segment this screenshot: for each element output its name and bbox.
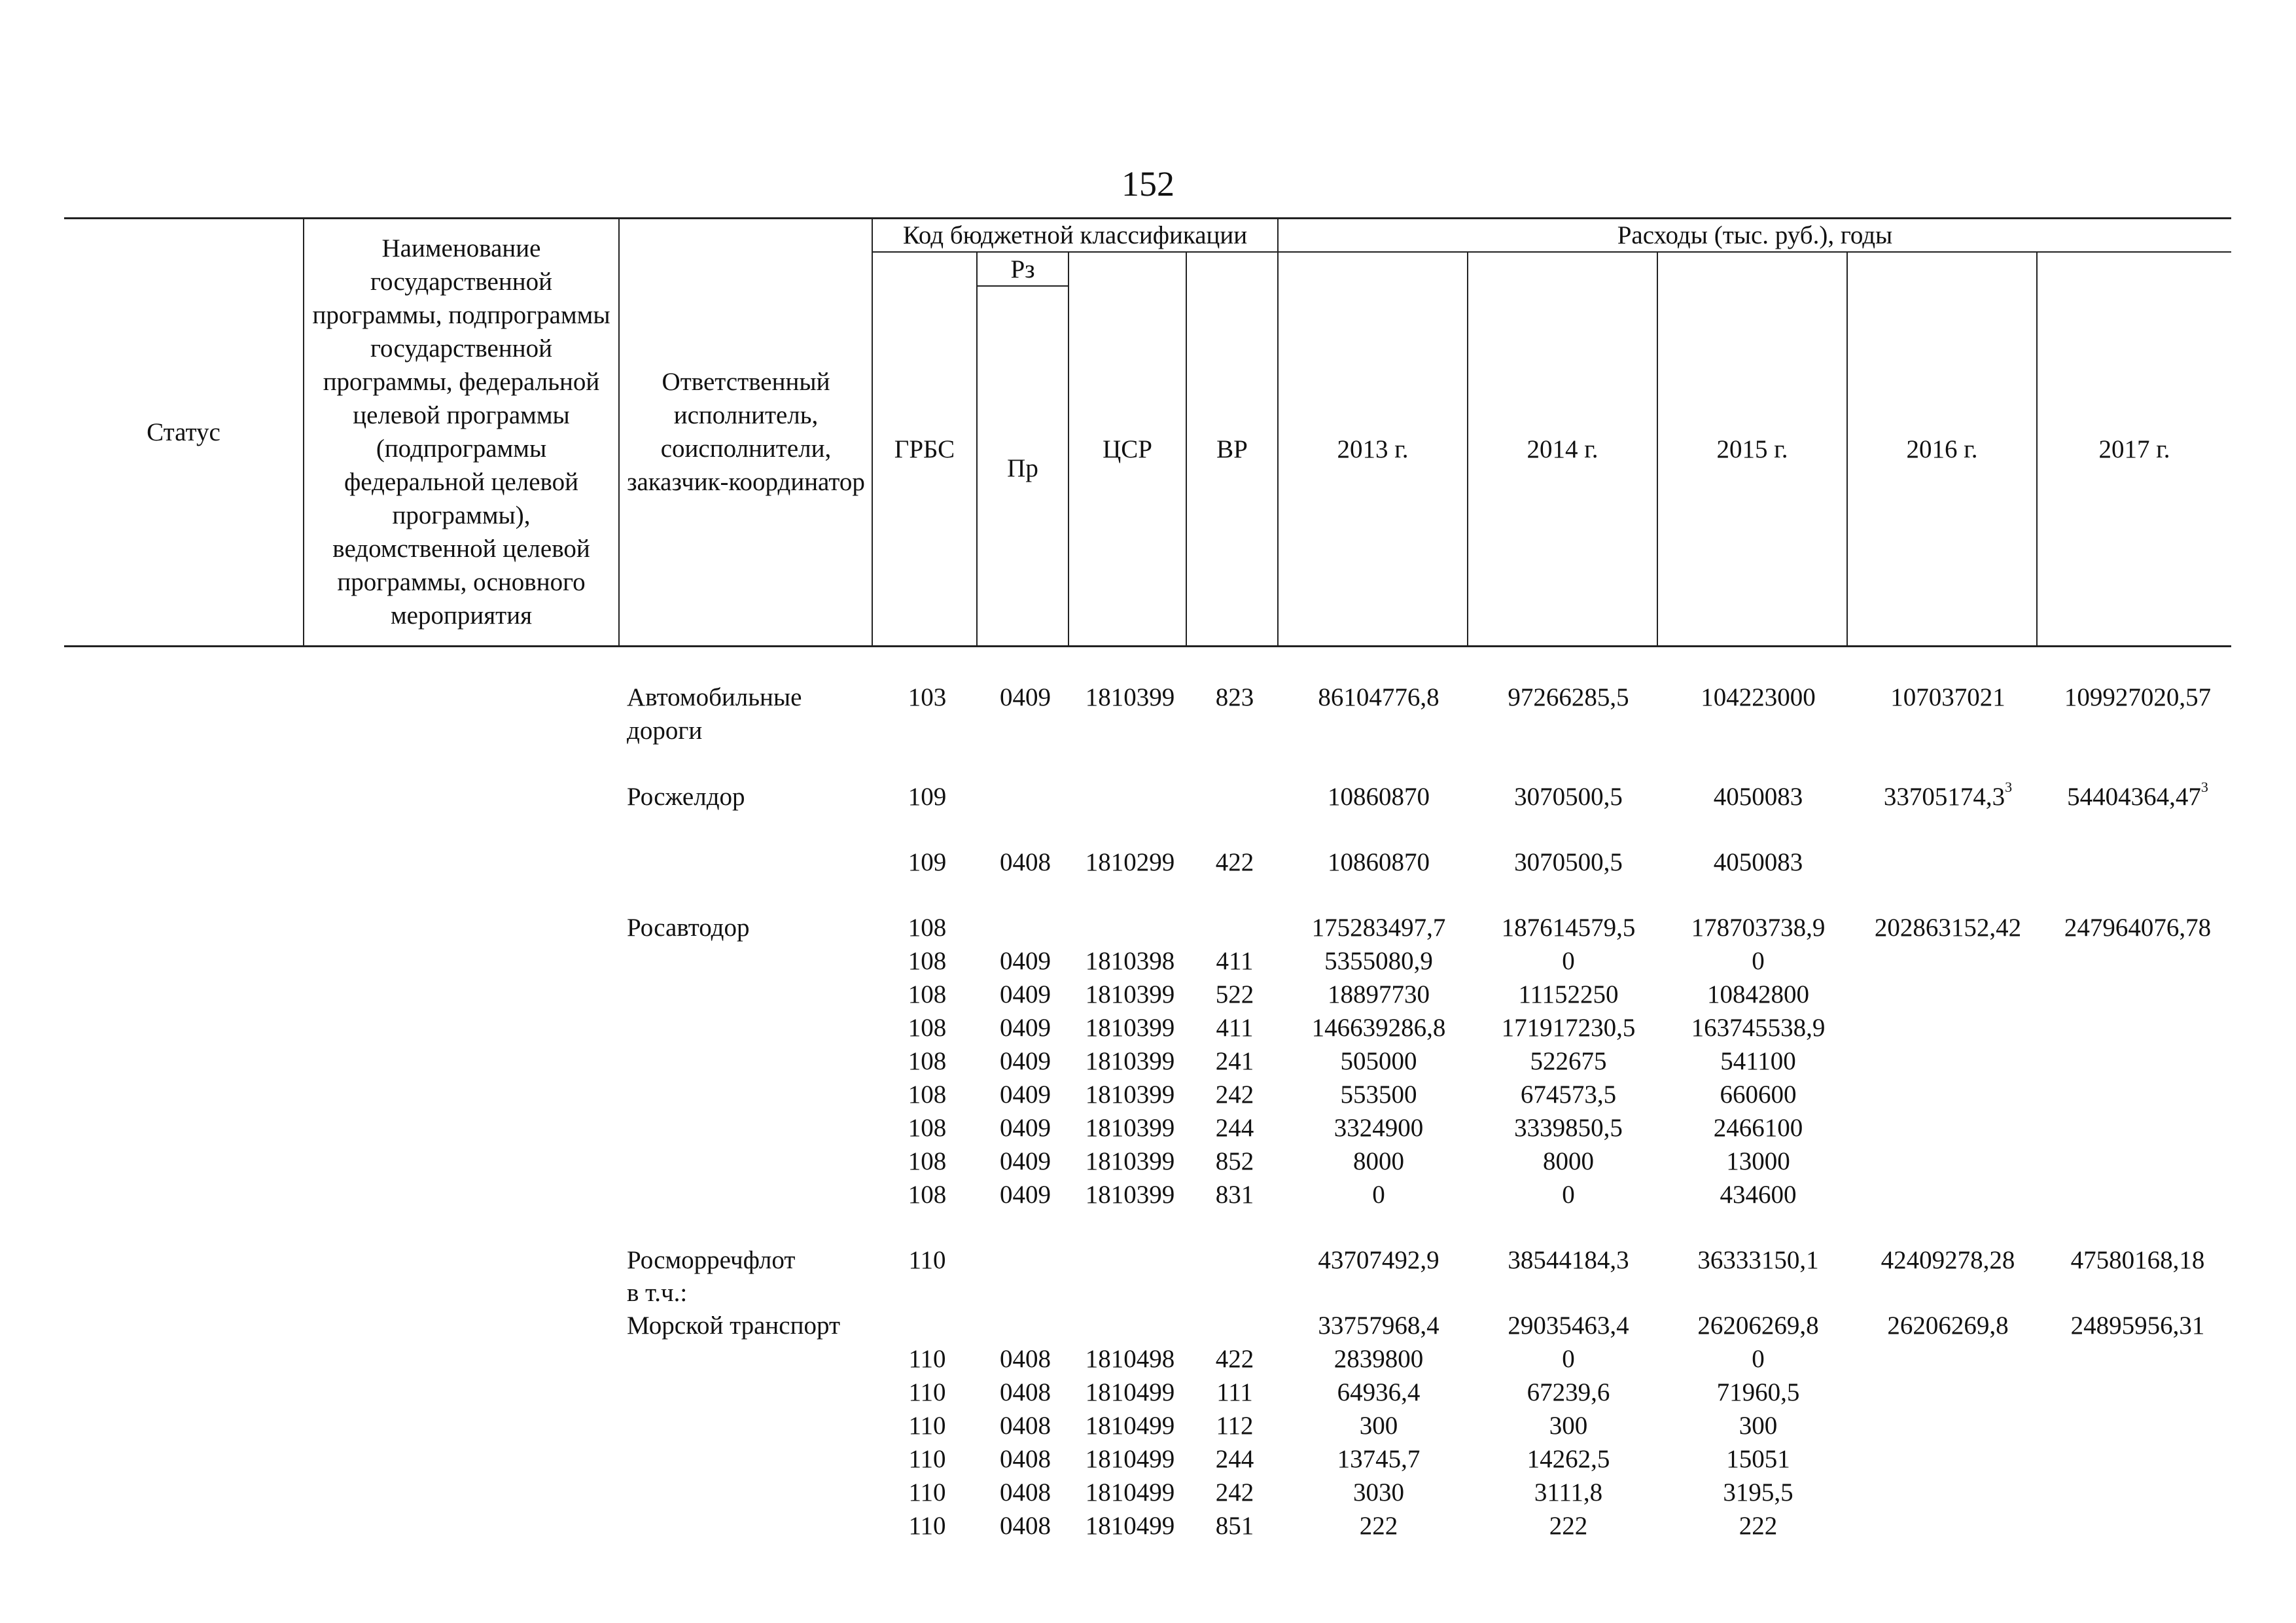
row-csr: 1810399	[1085, 683, 1175, 711]
table-row	[0, 1011, 2296, 1044]
header-year-2017: 2017 г.	[2098, 435, 2170, 463]
row-2013: 10860870	[1328, 783, 1430, 811]
row-csr: 1810299	[1085, 848, 1175, 876]
row-name: Росморречфлот	[627, 1246, 796, 1274]
row-2014: 300	[1549, 1412, 1588, 1440]
table-row	[0, 681, 2296, 714]
row-name: Автомобильные	[627, 683, 802, 711]
header-program-name: Наименование государственной программы, подпрограммы государственной программы, федеральной целевой программы (подпрограммы федеральной целевой программы), ведомственной целевой программы, основного мероприятия	[312, 234, 610, 630]
row-vr: 422	[1215, 848, 1254, 876]
table-row	[0, 1476, 2296, 1509]
table-row	[0, 846, 2296, 879]
row-2013: 43707492,9	[1318, 1246, 1439, 1274]
row-vr: 851	[1215, 1512, 1254, 1540]
row-2013: 146639286,8	[1311, 1014, 1446, 1042]
row-2016: 42409278,28	[1881, 1246, 2015, 1274]
row-2016: 107037021	[1890, 683, 2005, 711]
row-2014: 3111,8	[1534, 1478, 1603, 1507]
table-row	[0, 1078, 2296, 1111]
row-2015: 13000	[1726, 1147, 1790, 1175]
row-rzpr: 0409	[1000, 1080, 1051, 1109]
table-row	[0, 1509, 2296, 1543]
header-vr: ВР	[1216, 435, 1248, 463]
row-csr: 1810399	[1085, 1114, 1175, 1142]
row-2013: 5355080,9	[1324, 947, 1433, 975]
row-grbs: 108	[908, 1047, 947, 1075]
row-grbs: 108	[908, 1114, 947, 1142]
header-year-2016: 2016 г.	[1906, 435, 1978, 463]
row-2015: 300	[1739, 1412, 1778, 1440]
header-year-2014: 2014 г.	[1527, 435, 1598, 463]
row-grbs: 103	[908, 683, 947, 711]
row-2015: 163745538,9	[1691, 1014, 1826, 1042]
row-vr: 244	[1215, 1114, 1254, 1142]
header-executor: Ответственный исполнитель, соисполнители, заказчик-координатор	[627, 368, 865, 496]
footnote-mark: 3	[2200, 779, 2208, 795]
row-2014: 171917230,5	[1501, 1014, 1636, 1042]
row-2013: 3324900	[1333, 1114, 1424, 1142]
row-2015: 222	[1739, 1512, 1778, 1540]
row-rzpr: 0408	[1000, 1445, 1051, 1473]
row-name: Росавтодор	[627, 914, 750, 942]
row-2015: 4050083	[1713, 783, 1803, 811]
row-vr: 111	[1216, 1378, 1253, 1406]
row-grbs: 108	[908, 947, 947, 975]
row-2015: 26206269,8	[1697, 1311, 1819, 1340]
header-year-2015: 2015 г.	[1716, 435, 1788, 463]
row-2016-value: 33705174,3	[1883, 783, 2005, 811]
table-row	[0, 1145, 2296, 1178]
table-row	[0, 978, 2296, 1011]
row-vr: 112	[1216, 1412, 1254, 1440]
row-vr: 411	[1216, 1014, 1254, 1042]
page-number: 152	[1122, 164, 1174, 204]
table-row	[0, 1442, 2296, 1476]
row-name: Росжелдор	[627, 783, 745, 811]
row-rzpr: 0409	[1000, 947, 1051, 975]
row-2013: 8000	[1353, 1147, 1404, 1175]
row-csr: 1810499	[1085, 1445, 1175, 1473]
row-2015: 178703738,9	[1691, 914, 1826, 942]
header-year-2013: 2013 г.	[1337, 435, 1409, 463]
row-2014: 187614579,5	[1501, 914, 1636, 942]
row-grbs: 108	[908, 1080, 947, 1109]
row-rzpr: 0408	[1000, 1378, 1051, 1406]
row-vr: 831	[1215, 1181, 1254, 1209]
row-csr: 1810499	[1085, 1478, 1175, 1507]
row-2013: 64936,4	[1337, 1378, 1421, 1406]
row-csr: 1810499	[1085, 1512, 1175, 1540]
row-rzpr: 0409	[1000, 980, 1051, 1008]
row-csr: 1810399	[1085, 1181, 1175, 1209]
row-2014: 14262,5	[1527, 1445, 1610, 1473]
table-row	[0, 1276, 2296, 1310]
row-2013: 0	[1372, 1181, 1385, 1209]
row-2014: 674573,5	[1520, 1080, 1617, 1109]
row-2014: 0	[1562, 1181, 1575, 1209]
row-vr: 242	[1215, 1478, 1254, 1507]
row-grbs: 110	[908, 1412, 946, 1440]
row-csr: 1810499	[1085, 1412, 1175, 1440]
row-2015: 36333150,1	[1697, 1246, 1819, 1274]
row-2015: 3195,5	[1723, 1478, 1793, 1507]
row-2015: 15051	[1726, 1445, 1790, 1473]
row-2013: 18897730	[1328, 980, 1430, 1008]
row-vr: 411	[1216, 947, 1254, 975]
footnote-mark: 3	[2005, 779, 2013, 795]
row-2014: 3070500,5	[1514, 848, 1623, 876]
row-grbs: 108	[908, 1014, 947, 1042]
row-2015: 71960,5	[1716, 1378, 1800, 1406]
row-rzpr: 0408	[1000, 1345, 1051, 1373]
row-vr: 823	[1215, 683, 1254, 711]
row-name: в т.ч.:	[627, 1279, 688, 1307]
row-vr: 852	[1215, 1147, 1254, 1175]
row-rzpr: 0408	[1000, 1512, 1051, 1540]
row-2013: 33757968,4	[1318, 1311, 1439, 1340]
table-row	[0, 911, 2296, 944]
row-2017: 247964076,78	[2064, 914, 2212, 942]
row-2014: 8000	[1543, 1147, 1594, 1175]
row-2013: 300	[1359, 1412, 1398, 1440]
row-grbs: 110	[908, 1246, 946, 1274]
row-csr: 1810498	[1085, 1345, 1175, 1373]
row-2014: 522675	[1530, 1047, 1607, 1075]
row-grbs: 108	[908, 980, 947, 1008]
row-2017: 47580168,18	[2070, 1246, 2205, 1274]
table-row	[0, 1376, 2296, 1409]
header-budget-code: Код бюджетной классификации	[902, 221, 1248, 249]
row-csr: 1810399	[1085, 980, 1175, 1008]
row-2014: 67239,6	[1527, 1378, 1610, 1406]
row-grbs: 108	[908, 1181, 947, 1209]
row-2014: 222	[1549, 1512, 1588, 1540]
row-2015: 660600	[1720, 1080, 1797, 1109]
row-2016: 202863152,42	[1874, 914, 2022, 942]
row-2013: 3030	[1353, 1478, 1404, 1507]
row-rzpr: 0409	[1000, 1047, 1051, 1075]
row-vr: 422	[1215, 1345, 1254, 1373]
header-grbs: ГРБС	[894, 435, 955, 463]
row-vr: 522	[1215, 980, 1254, 1008]
row-rzpr: 0409	[1000, 1114, 1051, 1142]
table-row	[0, 1178, 2296, 1211]
header-pr: Пр	[1007, 454, 1038, 482]
row-2013: 505000	[1340, 1047, 1417, 1075]
row-2014: 97266285,5	[1508, 683, 1629, 711]
row-rzpr: 0409	[1000, 1181, 1051, 1209]
row-2015: 4050083	[1713, 848, 1803, 876]
header-expenses: Расходы (тыс. руб.), годы	[1617, 221, 1893, 249]
row-grbs: 108	[908, 1147, 947, 1175]
table-row	[0, 1243, 2296, 1277]
row-2015: 10842800	[1707, 980, 1809, 1008]
row-2014: 29035463,4	[1508, 1311, 1629, 1340]
row-grbs: 110	[908, 1345, 946, 1373]
header-divider	[303, 217, 304, 647]
row-2014: 11152250	[1518, 980, 1619, 1008]
row-2014: 3070500,5	[1514, 783, 1623, 811]
row-name: дороги	[627, 717, 703, 745]
header-csr: ЦСР	[1103, 435, 1152, 463]
table-row	[0, 780, 2296, 813]
row-2017-value: 54404364,47	[2067, 783, 2201, 811]
row-2013: 86104776,8	[1318, 683, 1439, 711]
header-divider	[618, 217, 620, 647]
row-csr: 1810399	[1085, 1080, 1175, 1109]
header-status: Статус	[147, 418, 221, 446]
table-row	[0, 1309, 2296, 1342]
row-2013: 10860870	[1328, 848, 1430, 876]
row-2013: 553500	[1340, 1080, 1417, 1109]
row-vr: 244	[1215, 1445, 1254, 1473]
row-rzpr: 0409	[1000, 1014, 1051, 1042]
row-2015: 541100	[1720, 1047, 1796, 1075]
row-2015: 434600	[1720, 1181, 1797, 1209]
header-bottom-rule	[64, 645, 2231, 647]
row-2017: 109927020,57	[2064, 683, 2212, 711]
row-2015: 2466100	[1713, 1114, 1803, 1142]
row-2013: 175283497,7	[1311, 914, 1446, 942]
row-2013: 2839800	[1333, 1345, 1424, 1373]
row-2014: 3339850,5	[1514, 1114, 1623, 1142]
row-2016	[1853, 780, 2043, 813]
row-2015: 0	[1752, 1345, 1765, 1373]
row-rzpr: 0409	[1000, 1147, 1051, 1175]
row-rzpr: 0409	[1000, 683, 1051, 711]
table-row	[0, 1342, 2296, 1376]
row-grbs: 110	[908, 1445, 946, 1473]
row-grbs: 109	[908, 848, 947, 876]
table-row	[0, 1044, 2296, 1078]
table-row	[0, 714, 2296, 747]
row-vr: 242	[1215, 1080, 1254, 1109]
row-csr: 1810398	[1085, 947, 1175, 975]
row-csr: 1810399	[1085, 1047, 1175, 1075]
row-rzpr: 0408	[1000, 848, 1051, 876]
table-row	[0, 944, 2296, 978]
row-2017: 24895956,31	[2070, 1311, 2205, 1340]
row-csr: 1810399	[1085, 1014, 1175, 1042]
row-grbs: 110	[908, 1512, 946, 1540]
row-grbs: 110	[908, 1378, 946, 1406]
row-2014: 0	[1562, 1345, 1575, 1373]
row-2014: 0	[1562, 947, 1575, 975]
header-rz: Рз	[1010, 255, 1035, 283]
row-rzpr: 0408	[1000, 1478, 1051, 1507]
row-name: Морской транспорт	[627, 1311, 841, 1340]
row-grbs: 109	[908, 783, 947, 811]
row-grbs: 108	[908, 914, 947, 942]
row-grbs: 110	[908, 1478, 946, 1507]
row-csr: 1810399	[1085, 1147, 1175, 1175]
row-2013: 222	[1359, 1512, 1398, 1540]
row-2015: 104223000	[1701, 683, 1816, 711]
row-2014: 38544184,3	[1508, 1246, 1629, 1274]
row-rzpr: 0408	[1000, 1412, 1051, 1440]
table-row	[0, 1111, 2296, 1145]
row-csr: 1810499	[1085, 1378, 1175, 1406]
row-2017	[2043, 780, 2233, 813]
row-2016: 26206269,8	[1887, 1311, 2009, 1340]
row-2013: 13745,7	[1337, 1445, 1421, 1473]
row-2015: 0	[1752, 947, 1765, 975]
table-row	[0, 1409, 2296, 1442]
row-vr: 241	[1215, 1047, 1254, 1075]
